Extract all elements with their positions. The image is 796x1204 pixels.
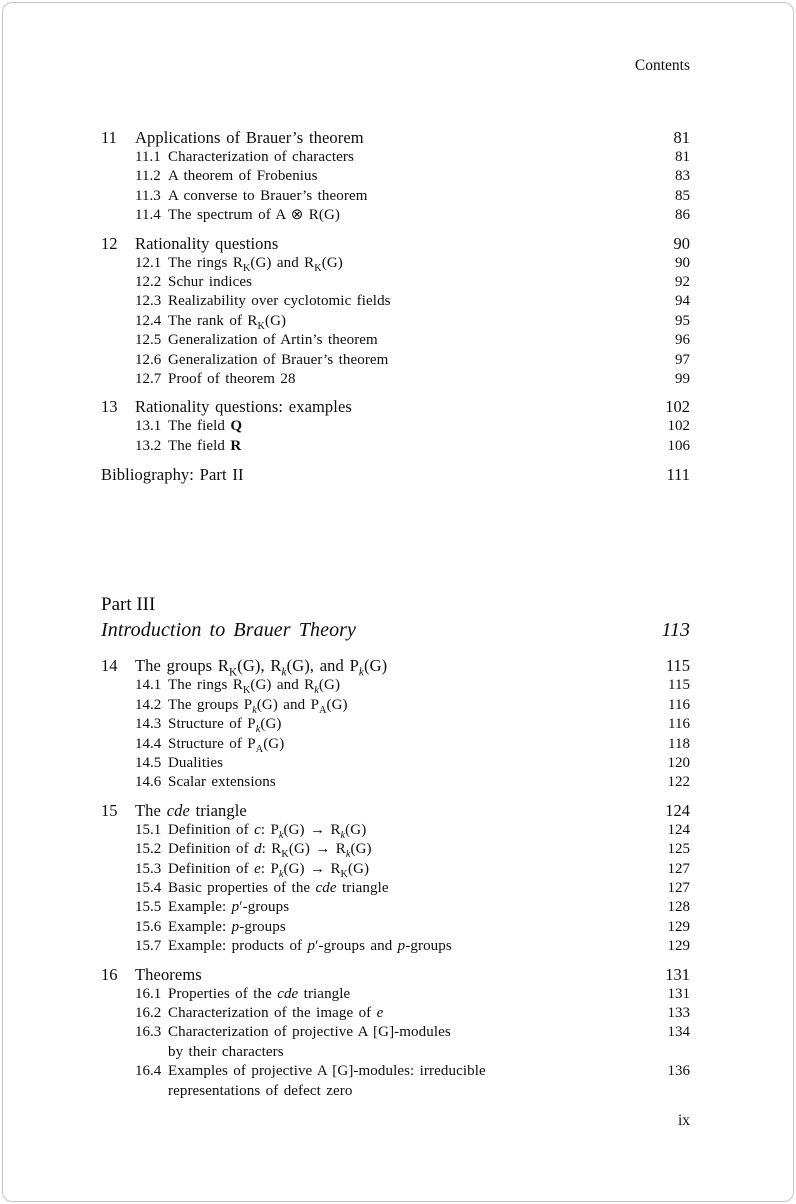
section-title: Generalization of Brauer’s theorem (168, 351, 389, 368)
chapter-number: 11 (101, 128, 117, 147)
chapter-page: 115 (665, 656, 690, 676)
section-title-continuation-text: by their characters (168, 1043, 284, 1060)
section-row (101, 879, 690, 898)
section-row (101, 1023, 690, 1042)
section-row (101, 292, 690, 311)
section-page: 90 (675, 254, 690, 271)
section-row (101, 985, 690, 1004)
part-title-row (101, 617, 690, 643)
section-number: 15.3 (135, 860, 162, 877)
section-row (101, 676, 690, 695)
section-page: 127 (667, 860, 690, 877)
section-title: Definition of e: $P_k(G) \to R_K(G)$ (168, 860, 370, 880)
section-title: The field R (168, 437, 242, 454)
section-page: 94 (675, 293, 690, 310)
section-title: Example: p-groups (168, 918, 286, 935)
section-row (101, 860, 690, 879)
section-number: 15.1 (135, 821, 162, 838)
section-title: Characterization of projective A [G]-modules (168, 1024, 451, 1041)
section-row (101, 821, 690, 840)
section-row (101, 331, 690, 350)
section-page: 81 (675, 149, 690, 165)
section-title: Examples of projective A [G]-modules: irreducible (168, 1063, 486, 1080)
section-number: 14.1 (135, 677, 162, 694)
section-page: 133 (667, 1004, 690, 1021)
section-row (101, 754, 690, 773)
section-row (101, 898, 690, 917)
section-number: 12.1 (135, 254, 162, 271)
section-number: 11.1 (135, 149, 161, 165)
section-title: Scalar extensions (168, 774, 276, 791)
section-title: Properties of the cde triangle (168, 985, 351, 1002)
toc-list (101, 122, 690, 1101)
section-number: 12.3 (135, 293, 162, 310)
section-title: The rings $R_K(G)$ and $R_k(G)$ (168, 677, 341, 697)
section-number: 14.3 (135, 716, 162, 733)
chapter-page: 90 (673, 233, 690, 253)
section-number: 16.1 (135, 985, 162, 1002)
section-title: Realizability over cyclotomic fields (168, 293, 391, 310)
section-number: 13.1 (135, 418, 162, 435)
chapter-page: 102 (665, 397, 690, 417)
section-row (101, 254, 690, 273)
section-page: 128 (667, 899, 690, 916)
section-number: 15.7 (135, 938, 162, 955)
chapter-number: 13 (101, 397, 118, 417)
section-title: Example: p′-groups (168, 899, 290, 916)
section-row (101, 696, 690, 715)
section-page: 134 (667, 1024, 690, 1041)
chapter-title: Applications of Brauer’s theorem (135, 128, 364, 147)
part-title: Introduction to Brauer Theory (101, 619, 357, 642)
section-title: The rings $R_K(G)$ and $R_K(G)$ (168, 254, 343, 274)
chapter-row (101, 233, 690, 254)
section-number: 14.5 (135, 754, 162, 771)
bibliography-row (101, 464, 690, 485)
section-page: 122 (667, 774, 690, 791)
chapter-page: 81 (673, 128, 690, 147)
section-page: 92 (675, 274, 690, 291)
section-title: Structure of $P_A(G)$ (168, 735, 285, 755)
part-number: Part III (101, 594, 156, 616)
section-row (101, 1004, 690, 1023)
section-page: 127 (667, 879, 690, 896)
section-page: 86 (675, 207, 690, 224)
section-page: 102 (667, 418, 690, 435)
section-title: The spectrum of A ⊗ R(G) (168, 207, 341, 224)
section-page: 116 (668, 696, 690, 713)
running-header: Contents (634, 57, 690, 74)
section-page: 120 (667, 754, 690, 771)
section-number: 15.6 (135, 918, 162, 935)
section-row (101, 167, 690, 186)
chapter-number: 16 (101, 964, 118, 984)
chapter-title: Rationality questions: examples (135, 397, 352, 417)
section-number: 11.3 (135, 187, 161, 204)
chapter-page: 131 (665, 964, 690, 984)
section-row (101, 148, 690, 167)
section-title: Basic properties of the cde triangle (168, 879, 389, 896)
section-number: 12.7 (135, 371, 162, 388)
section-title-continuation (101, 1043, 690, 1062)
section-page: 125 (667, 841, 690, 858)
section-page: 116 (668, 716, 690, 733)
section-title: Characterization of the image of e (168, 1004, 384, 1021)
chapter-number: 15 (101, 800, 118, 820)
chapter-number: 14 (101, 656, 118, 676)
section-row (101, 735, 690, 754)
chapter-row (101, 655, 690, 679)
section-number: 11.2 (135, 168, 161, 185)
section-page: 124 (667, 821, 690, 838)
section-number: 15.2 (135, 841, 162, 858)
page-number-folio: ix (677, 1112, 690, 1129)
section-title: Example: products of p′-groups and p-groups (168, 938, 452, 955)
chapter-page: 124 (665, 800, 690, 820)
section-number: 15.5 (135, 899, 162, 916)
section-number: 11.4 (135, 207, 161, 224)
section-title-continuation (101, 1082, 690, 1101)
section-title: Definition of d: $R_K(G) \to R_k(G)$ (168, 841, 372, 861)
chapter-row (101, 396, 690, 417)
section-number: 12.4 (135, 312, 162, 329)
section-row (101, 437, 690, 456)
chapter-title: Theorems (135, 964, 202, 984)
section-page: 131 (667, 985, 690, 1002)
part-heading (101, 592, 690, 643)
section-row (101, 840, 690, 859)
section-row (101, 351, 690, 370)
chapter-number: 12 (101, 233, 118, 253)
section-number: 15.4 (135, 879, 162, 896)
section-page: 99 (675, 371, 690, 388)
section-page: 129 (667, 918, 690, 935)
section-page: 136 (667, 1063, 690, 1080)
bibliography-page: 111 (666, 465, 690, 485)
chapter-row (101, 800, 690, 821)
section-title-continuation-text: representations of defect zero (168, 1082, 353, 1099)
section-page: 118 (668, 735, 690, 752)
section-title: A theorem of Frobenius (168, 168, 318, 185)
section-number: 16.4 (135, 1063, 162, 1080)
section-page: 95 (675, 312, 690, 329)
section-number: 16.3 (135, 1024, 162, 1041)
section-row (101, 312, 690, 331)
section-row (101, 206, 690, 225)
section-row (101, 918, 690, 937)
section-title: Generalization of Artin’s theorem (168, 332, 378, 349)
section-row (101, 715, 690, 734)
bibliography-title: Bibliography: Part II (101, 465, 244, 485)
section-title: Definition of c: $P_k(G) \to R_k(G)$ (168, 821, 367, 841)
section-title: A converse to Brauer’s theorem (168, 187, 368, 204)
section-page: 115 (668, 677, 690, 694)
section-title: Schur indices (168, 274, 253, 291)
section-row (101, 370, 690, 389)
section-page: 106 (667, 437, 690, 454)
chapter-row (101, 127, 690, 148)
section-row (101, 773, 690, 792)
section-row (101, 273, 690, 292)
section-row (101, 417, 690, 436)
section-number: 14.6 (135, 774, 162, 791)
chapter-row (101, 964, 690, 985)
part-page: 113 (661, 619, 690, 642)
section-title: Dualities (168, 754, 224, 771)
section-number: 14.2 (135, 696, 162, 713)
section-number: 13.2 (135, 437, 162, 454)
section-page: 85 (675, 187, 690, 204)
section-number: 12.5 (135, 332, 162, 349)
section-page: 129 (667, 938, 690, 955)
section-page: 96 (675, 332, 690, 349)
section-title: Characterization of characters (168, 149, 354, 165)
section-number: 14.4 (135, 735, 162, 752)
section-number: 12.2 (135, 274, 162, 291)
section-row (101, 187, 690, 206)
section-page: 83 (675, 168, 690, 185)
section-title: The groups $P_k(G)$ and $P_A(G)$ (168, 696, 348, 716)
section-title: Structure of $P_k(G)$ (168, 716, 282, 736)
chapter-title: Rationality questions (135, 233, 279, 253)
section-page: 97 (675, 351, 690, 368)
section-row (101, 937, 690, 956)
section-number: 12.6 (135, 351, 162, 368)
section-number: 16.2 (135, 1004, 162, 1021)
chapter-title: The cde triangle (135, 800, 247, 820)
section-row (101, 1062, 690, 1081)
section-title: The rank of $R_K(G)$ (168, 312, 287, 332)
chapter-title: The groups $R_K(G)$, $R_k(G)$, and $P_k(G)$ (135, 656, 388, 679)
section-title: The field Q (168, 418, 243, 435)
section-title: Proof of theorem 28 (168, 371, 296, 388)
